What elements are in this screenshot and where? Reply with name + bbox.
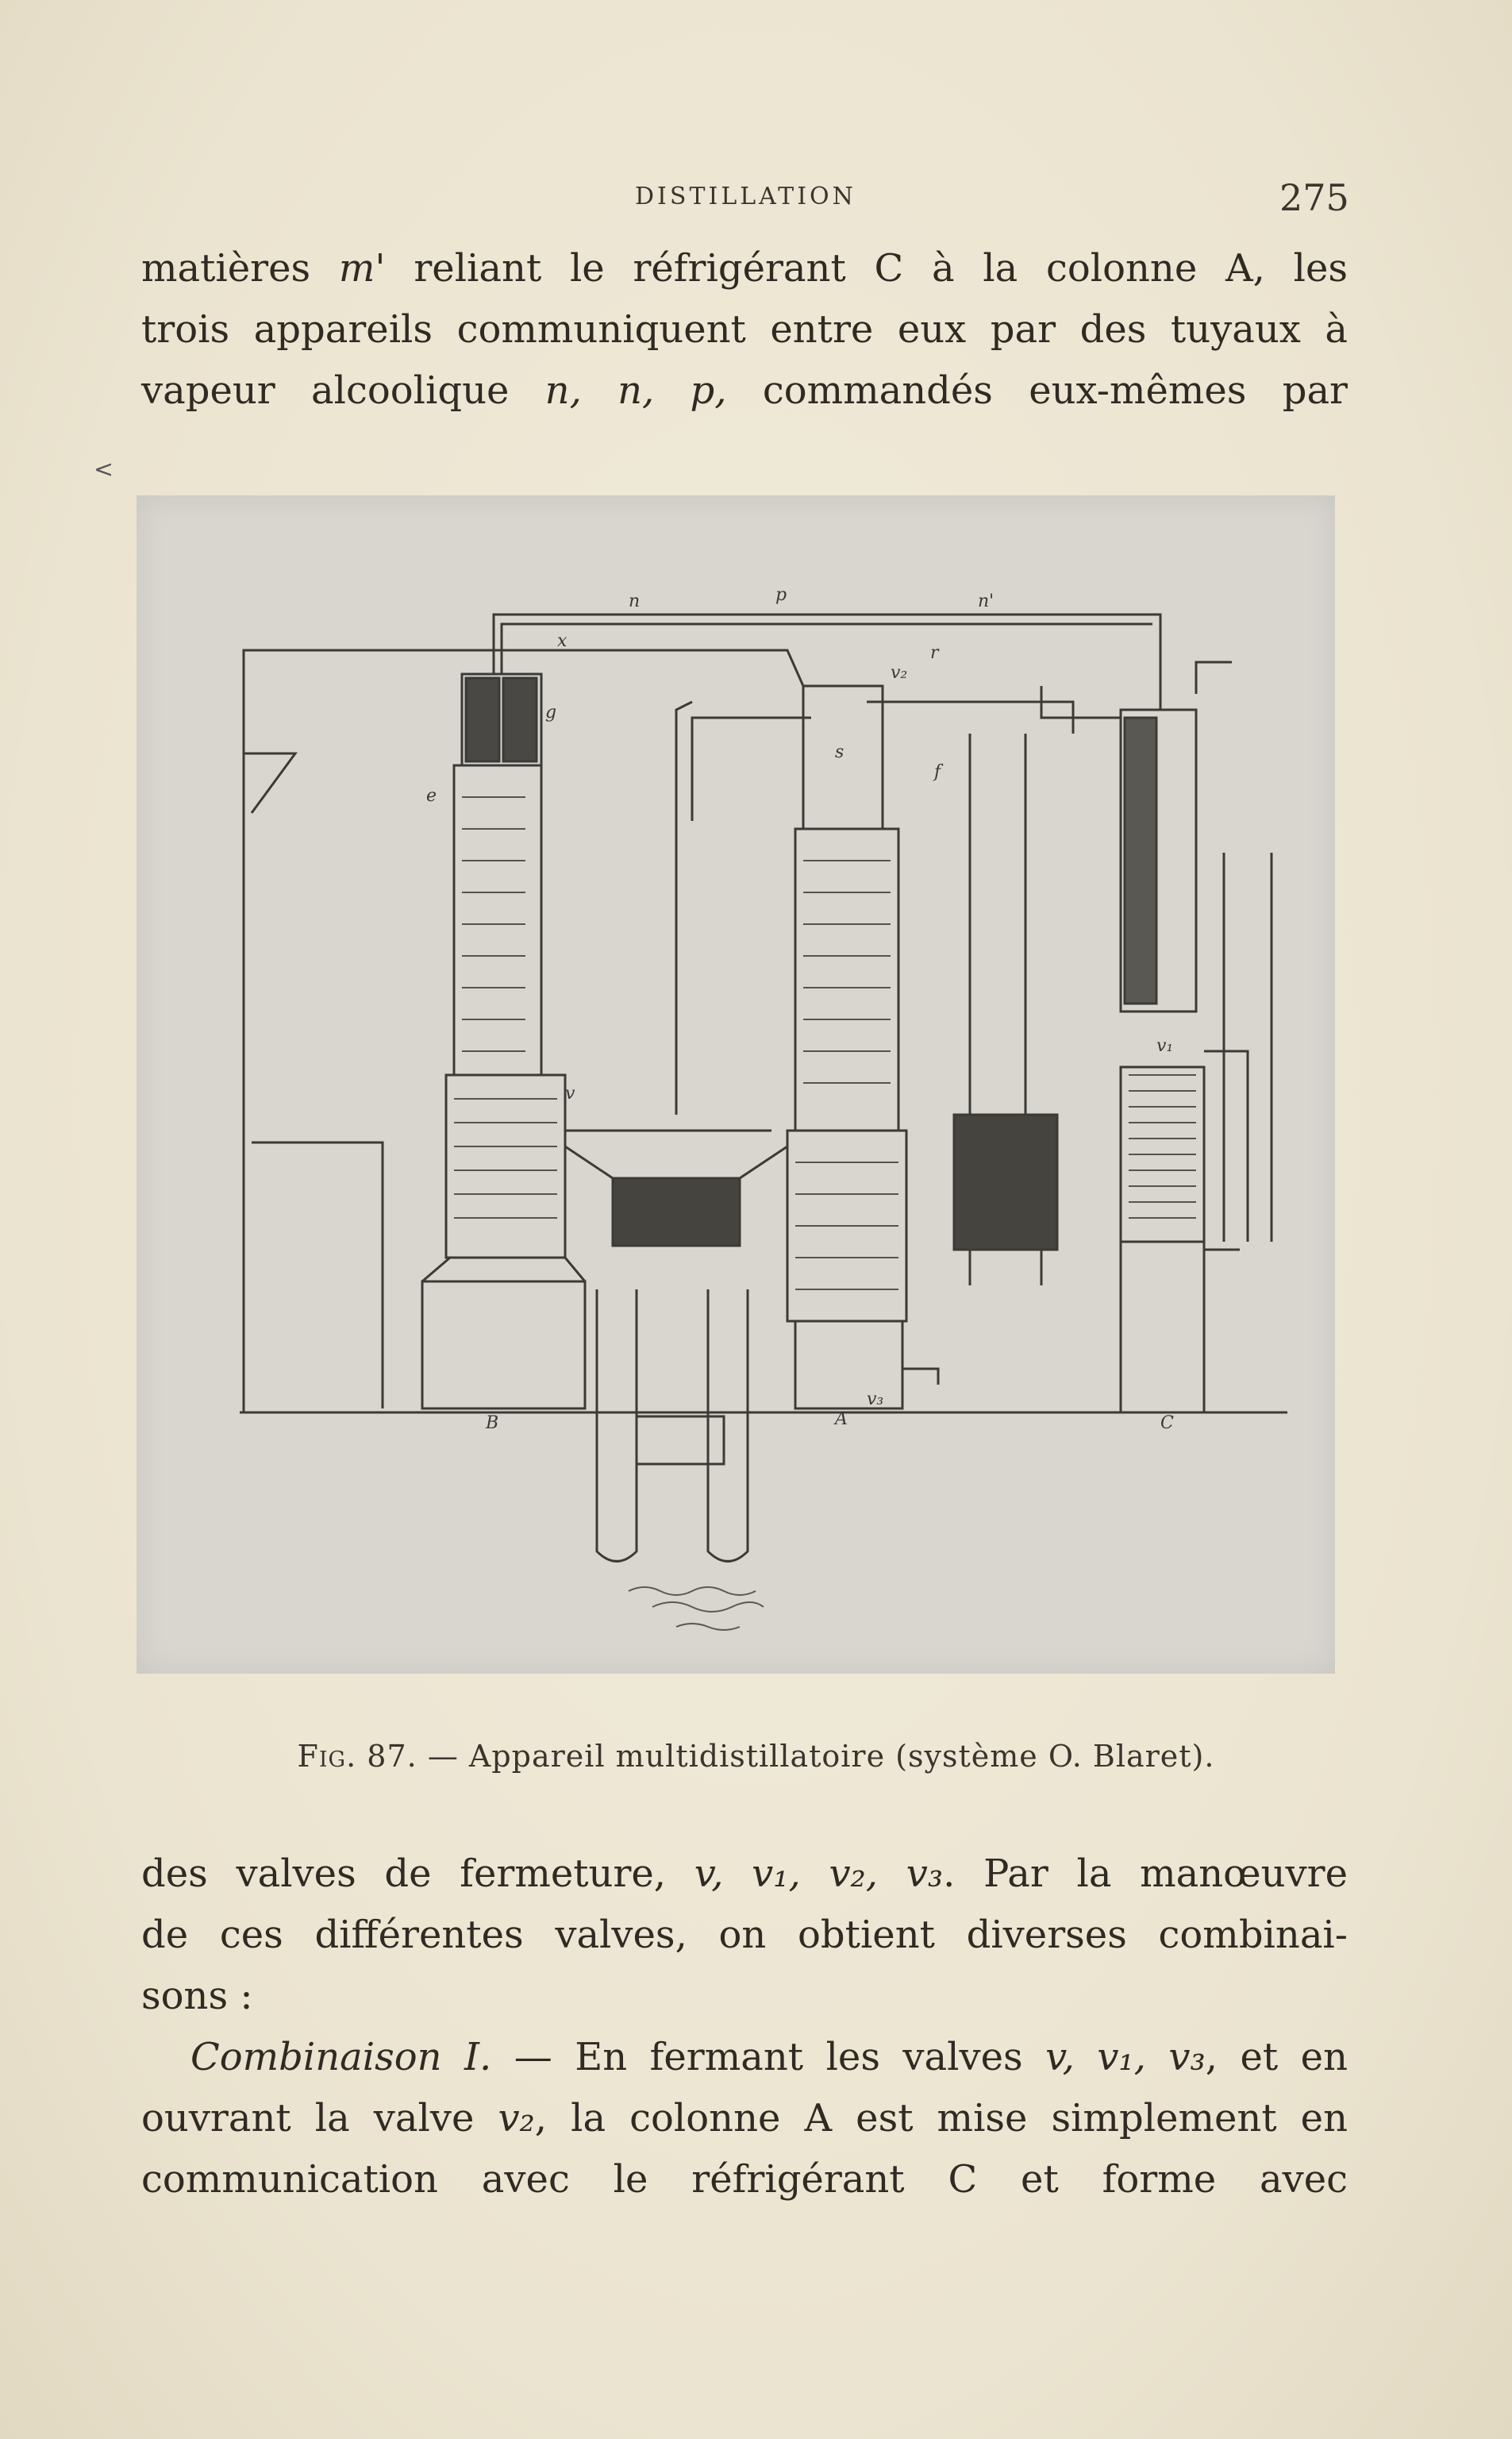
label-x: x bbox=[557, 631, 567, 651]
text-line: communication avec le réfrigérant C et forme avec bbox=[141, 2157, 1348, 2202]
text-line: vapeur alcoolique n, n, p, commandés eux-mêmes par bbox=[141, 368, 1348, 413]
label-r: r bbox=[930, 643, 939, 663]
paragraph-top bbox=[141, 238, 1348, 422]
label-v: v bbox=[565, 1084, 575, 1104]
text-line: ouvrant la valve v₂, la colonne A est mise simplement en bbox=[141, 2096, 1348, 2140]
text-line: des valves de fermeture, v, v₁, v₂, v₃. Par la manœuvre bbox=[141, 1851, 1348, 1896]
engraver-signature bbox=[629, 1587, 764, 1630]
text-line: matières m' reliant le réfrigérant C à la colonne A, les bbox=[141, 246, 1348, 291]
paragraph-bottom bbox=[141, 1844, 1348, 2210]
text-line: de ces différentes valves, on obtient diverses combinai- bbox=[141, 1913, 1348, 1957]
text-line: sons : bbox=[141, 1974, 253, 2018]
figure-caption bbox=[0, 1739, 1512, 1774]
label-p: p bbox=[775, 585, 787, 605]
figure-distillation-apparatus bbox=[137, 495, 1335, 1674]
caption-text: — Appareil multidistillatoire (système O. Blaret). bbox=[427, 1739, 1215, 1774]
label-s: s bbox=[835, 742, 844, 762]
text-line: Combinaison I. — En fermant les valves v, v₁, v₃, et en bbox=[190, 2035, 1348, 2079]
page-number: 275 bbox=[1279, 176, 1349, 219]
label-v1: v₁ bbox=[1156, 1036, 1174, 1056]
label-v3: v₃ bbox=[867, 1389, 884, 1409]
label-v2: v₂ bbox=[891, 663, 908, 683]
text-line: trois appareils communiquent entre eux par des tuyaux à bbox=[141, 307, 1348, 352]
label-g: g bbox=[545, 703, 557, 722]
label-B: B bbox=[486, 1413, 499, 1433]
caption-label: Fig. 87. bbox=[297, 1739, 417, 1774]
label-f: f bbox=[934, 762, 941, 782]
margin-mark: < bbox=[94, 456, 114, 484]
running-title: DISTILLATION bbox=[635, 183, 856, 210]
label-A: A bbox=[835, 1409, 848, 1429]
label-n: n bbox=[629, 591, 641, 611]
label-C: C bbox=[1160, 1413, 1174, 1433]
label-n-prime: n' bbox=[978, 591, 995, 611]
running-header bbox=[0, 176, 1512, 219]
label-e: e bbox=[426, 786, 437, 806]
apparatus-diagram bbox=[137, 495, 1335, 1674]
